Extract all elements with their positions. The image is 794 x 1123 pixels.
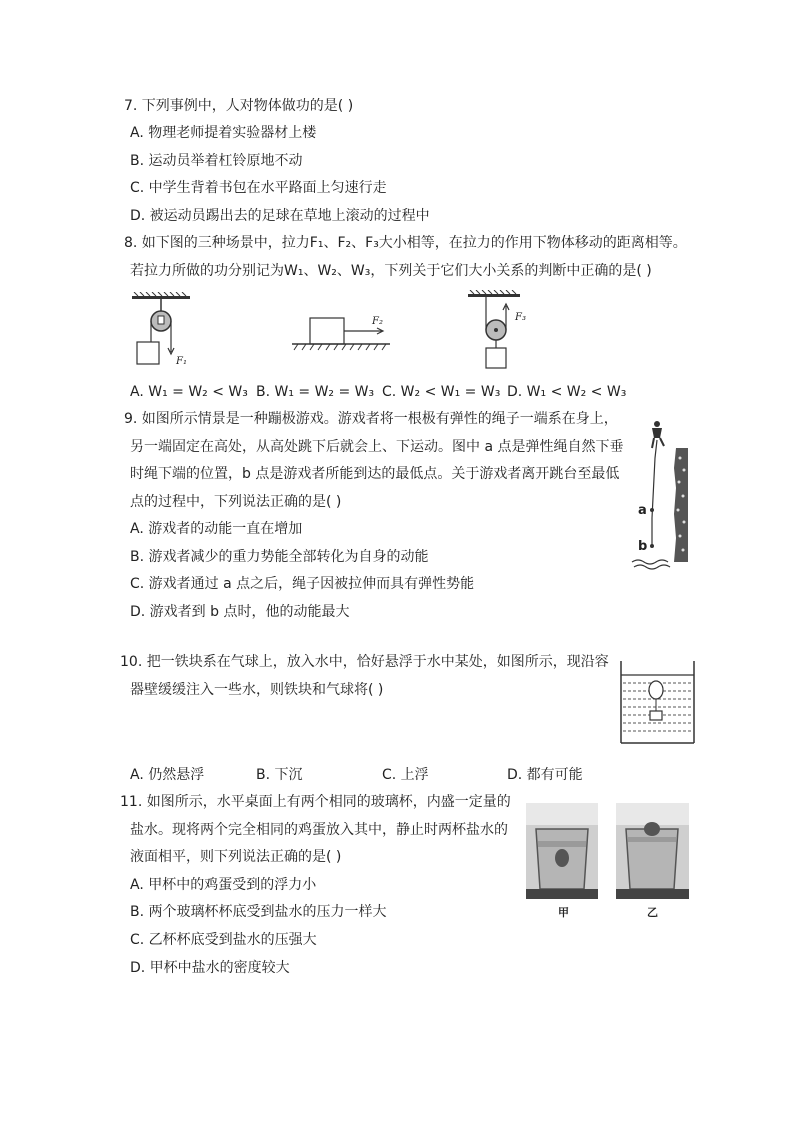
q10-stem-line-2: 器壁缓缓注入一些水，则铁块和气球将( ): [130, 682, 384, 698]
q10-stem-line-1: 10. 把一铁块系在气球上，放入水中，恰好悬浮于水中某处，如图所示，现沿容: [120, 654, 609, 670]
q10-option-d: D. 都有可能: [507, 767, 583, 783]
q9-option-d: D. 游戏者到 b 点时，他的动能最大: [130, 604, 350, 620]
q11-option-c: C. 乙杯杯底受到盐水的压强大: [130, 932, 317, 948]
q8-option-c: C. W₂ < W₁ = W₃: [382, 384, 501, 400]
q9-option-b: B. 游戏者减少的重力势能全部转化为自身的动能: [130, 549, 429, 565]
q10-balloon-in-water-figure: [619, 661, 696, 745]
q8-option-d: D. W₁ < W₂ < W₃: [507, 384, 627, 400]
q9-stem-line-3: 时绳下端的位置，b 点是游戏者所能到达的最低点。关于游戏者离开跳台至最低: [130, 466, 620, 482]
q7-option-a: A. 物理老师提着实验器材上楼: [130, 125, 317, 141]
q11-option-d: D. 甲杯中盐水的密度较大: [130, 960, 290, 976]
q7-option-b: B. 运动员举着杠铃原地不动: [130, 153, 303, 169]
q10-option-c: C. 上浮: [382, 767, 429, 783]
q7-option-c: C. 中学生背着书包在水平路面上匀速行走: [130, 180, 387, 196]
q8-stem-line-1: 8. 如下图的三种场景中，拉力F₁、F₂、F₃大小相等，在拉力的作用下物体移动的距离相等。: [124, 235, 687, 251]
q11-stem-line-2: 盐水。现将两个完全相同的鸡蛋放入其中，静止时两杯盐水的: [130, 822, 508, 838]
q9-stem-line-2: 另一端固定在高处，从高处跳下后就会上、下运动。图中 a 点是弹性绳自然下垂: [130, 439, 624, 455]
q9-label-a: a: [638, 503, 647, 518]
q8-option-a: A. W₁ = W₂ < W₃: [130, 384, 248, 400]
q11-egg-cups-photo: [526, 803, 689, 899]
q11-label-right-cup: 乙: [647, 906, 658, 919]
q10-option-a: A. 仍然悬浮: [130, 767, 205, 783]
q9-option-c: C. 游戏者通过 a 点之后，绳子因被拉伸而具有弹性势能: [130, 576, 475, 592]
q8-label-f2: F₂: [372, 316, 383, 327]
q10-options-row: [130, 765, 600, 785]
q7-option-d: D. 被运动员踢出去的足球在草地上滚动的过程中: [130, 208, 430, 224]
q8-label-f3: F₃: [515, 312, 526, 323]
q8-stem-line-2: 若拉力所做的功分别记为W₁、W₂、W₃，下列关于它们大小关系的判断中正确的是( ): [130, 263, 652, 279]
q7-stem: 7. 下列事例中，人对物体做功的是( ): [124, 98, 354, 114]
q11-stem-line-1: 11. 如图所示，水平桌面上有两个相同的玻璃杯，内盛一定量的: [120, 794, 511, 810]
q11-option-a: A. 甲杯中的鸡蛋受到的浮力小: [130, 877, 317, 893]
q11-label-left-cup: 甲: [558, 906, 569, 919]
q10-option-b: B. 下沉: [256, 767, 303, 783]
q8-movable-pulley-figure: [466, 290, 526, 372]
q11-stem-line-3: 液面相平，则下列说法正确的是( ): [130, 849, 342, 865]
q8-label-f1: F₁: [176, 356, 187, 367]
q9-label-b: b: [638, 539, 648, 554]
q9-stem-line-1: 9. 如图所示情景是一种蹦极游戏。游戏者将一根极有弹性的绳子一端系在身上，: [124, 411, 618, 427]
q9-option-a: A. 游戏者的动能一直在增加: [130, 521, 303, 537]
q11-option-b: B. 两个玻璃杯杯底受到盐水的压力一样大: [130, 904, 387, 920]
q8-option-b: B. W₁ = W₂ = W₃: [256, 384, 375, 400]
q9-stem-line-4: 点的过程中，下列说法正确的是( ): [130, 494, 342, 510]
q8-options-row: [130, 382, 650, 402]
